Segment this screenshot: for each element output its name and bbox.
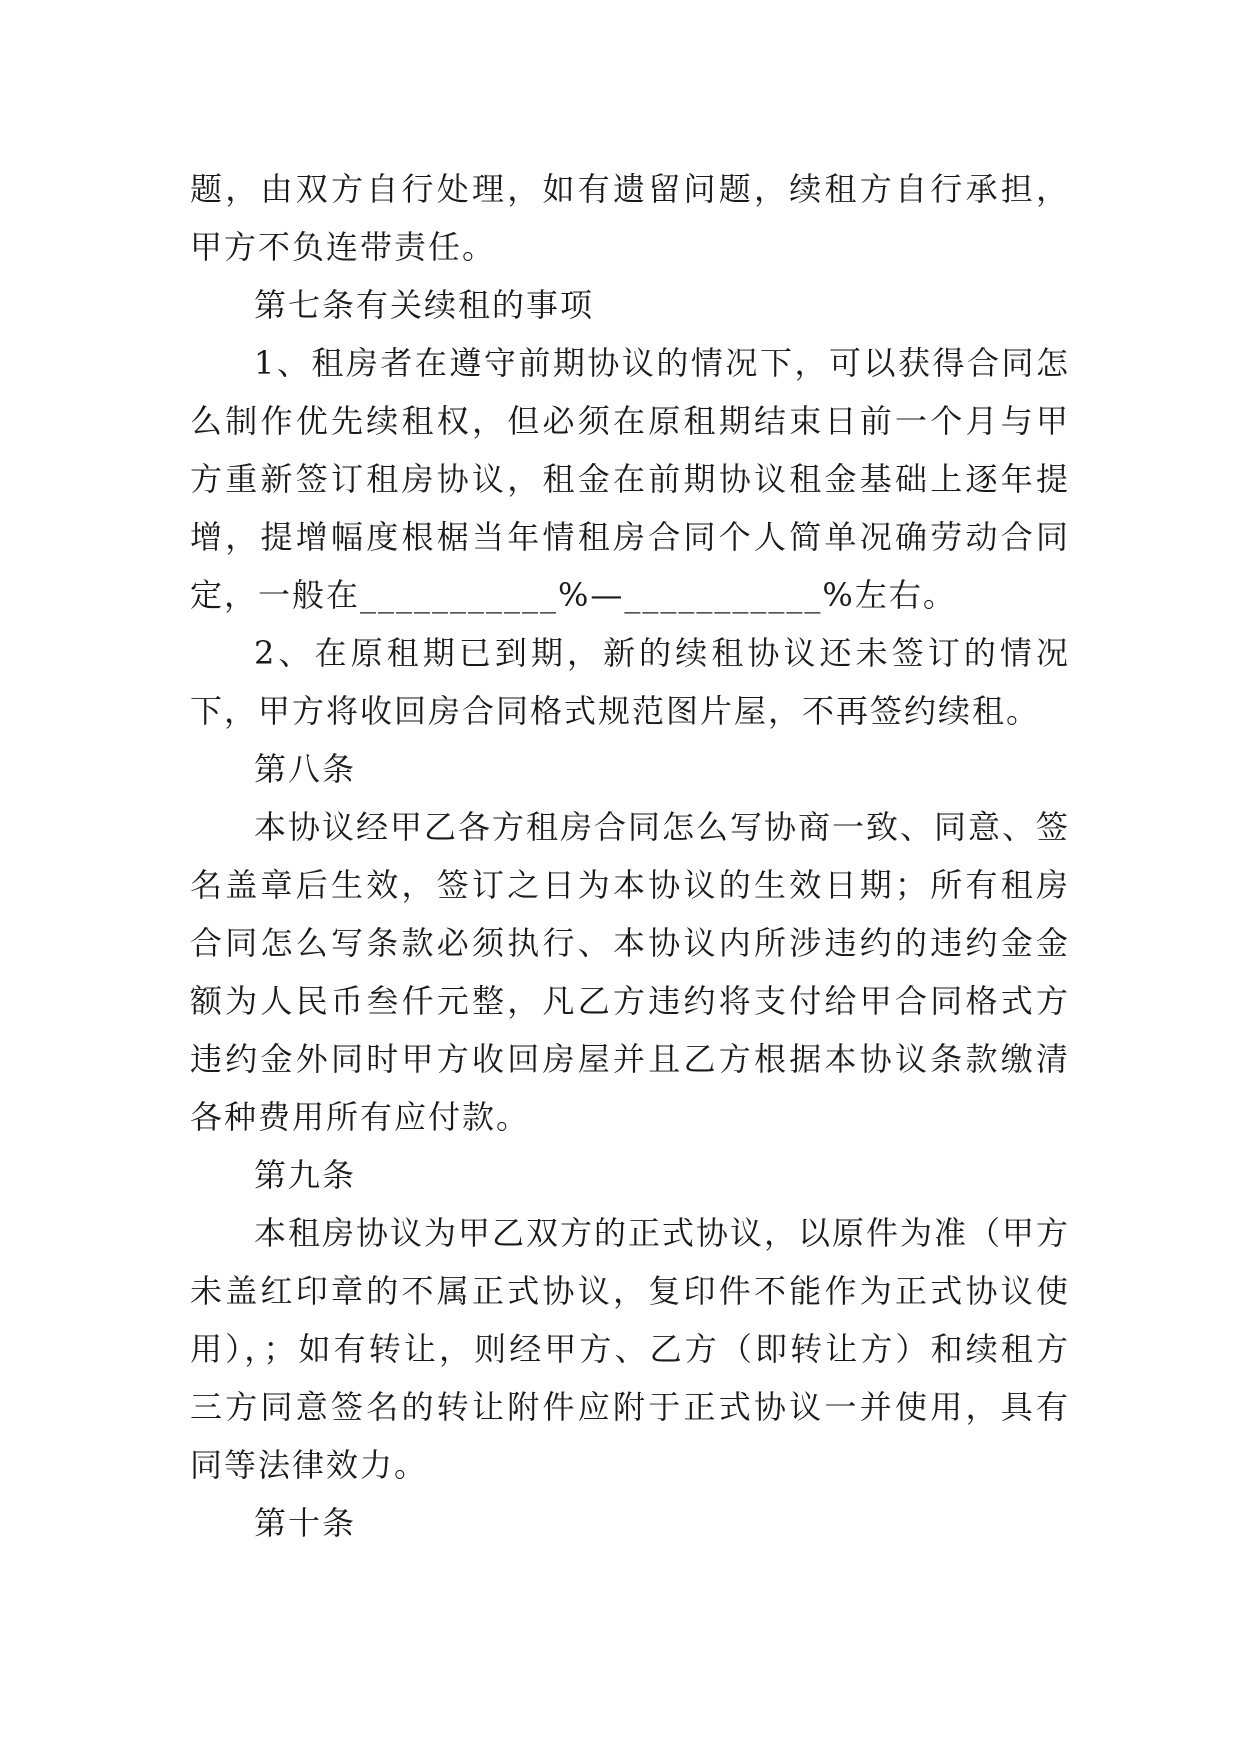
- article-seven-heading: 第七条有关续租的事项: [254, 286, 595, 324]
- article-seven-clause-2: 2、在原租期已到期，新的续租协议还未签订的情况下，甲方将收回房合同格式规范图片屋，不再签约续租。: [190, 634, 1070, 730]
- article-eight-body: 本协议经甲乙各方租房合同怎么写协商一致、同意、签名盖章后生效，签订之日为本协议的生效日期；所有租房合同怎么写条款必须执行、本协议内所涉违约的违约金金额为人民币叁仟元整，凡乙方违约将支付给甲合同格式方违约金外同时甲方收回房屋并且乙方根据本协议条款缴清各种费用所有应付款。: [190, 808, 1071, 1136]
- article-nine-body: 本租房协议为甲乙双方的正式协议，以原件为准（甲方未盖红印章的不属正式协议，复印件不能作为正式协议使用），；如有转让，则经甲方、乙方（即转让方）和续租方三方同意签名的转让附件应附于正式协议一并使用，具有同等法律效力。: [190, 1214, 1071, 1484]
- article-ten-heading: 第十条: [254, 1504, 357, 1542]
- article-nine-heading: 第九条: [254, 1156, 357, 1194]
- article-eight-heading: 第八条: [254, 750, 357, 788]
- document-body: [190, 160, 1070, 1552]
- paragraph-continuation: 题，由双方自行处理，如有遗留问题，续租方自行承担，甲方不负连带责任。: [190, 170, 1070, 266]
- article-seven-clause-1: 1、租房者在遵守前期协议的情况下，可以获得合同怎么制作优先续租权，但必须在原租期结束日前一个月与甲方重新签订租房协议，租金在前期协议租金基础上逐年提增，提增幅度根椐当年情租房合同个人简单况确劳动合同定，一般在___________%—___________%左右。: [190, 344, 1070, 614]
